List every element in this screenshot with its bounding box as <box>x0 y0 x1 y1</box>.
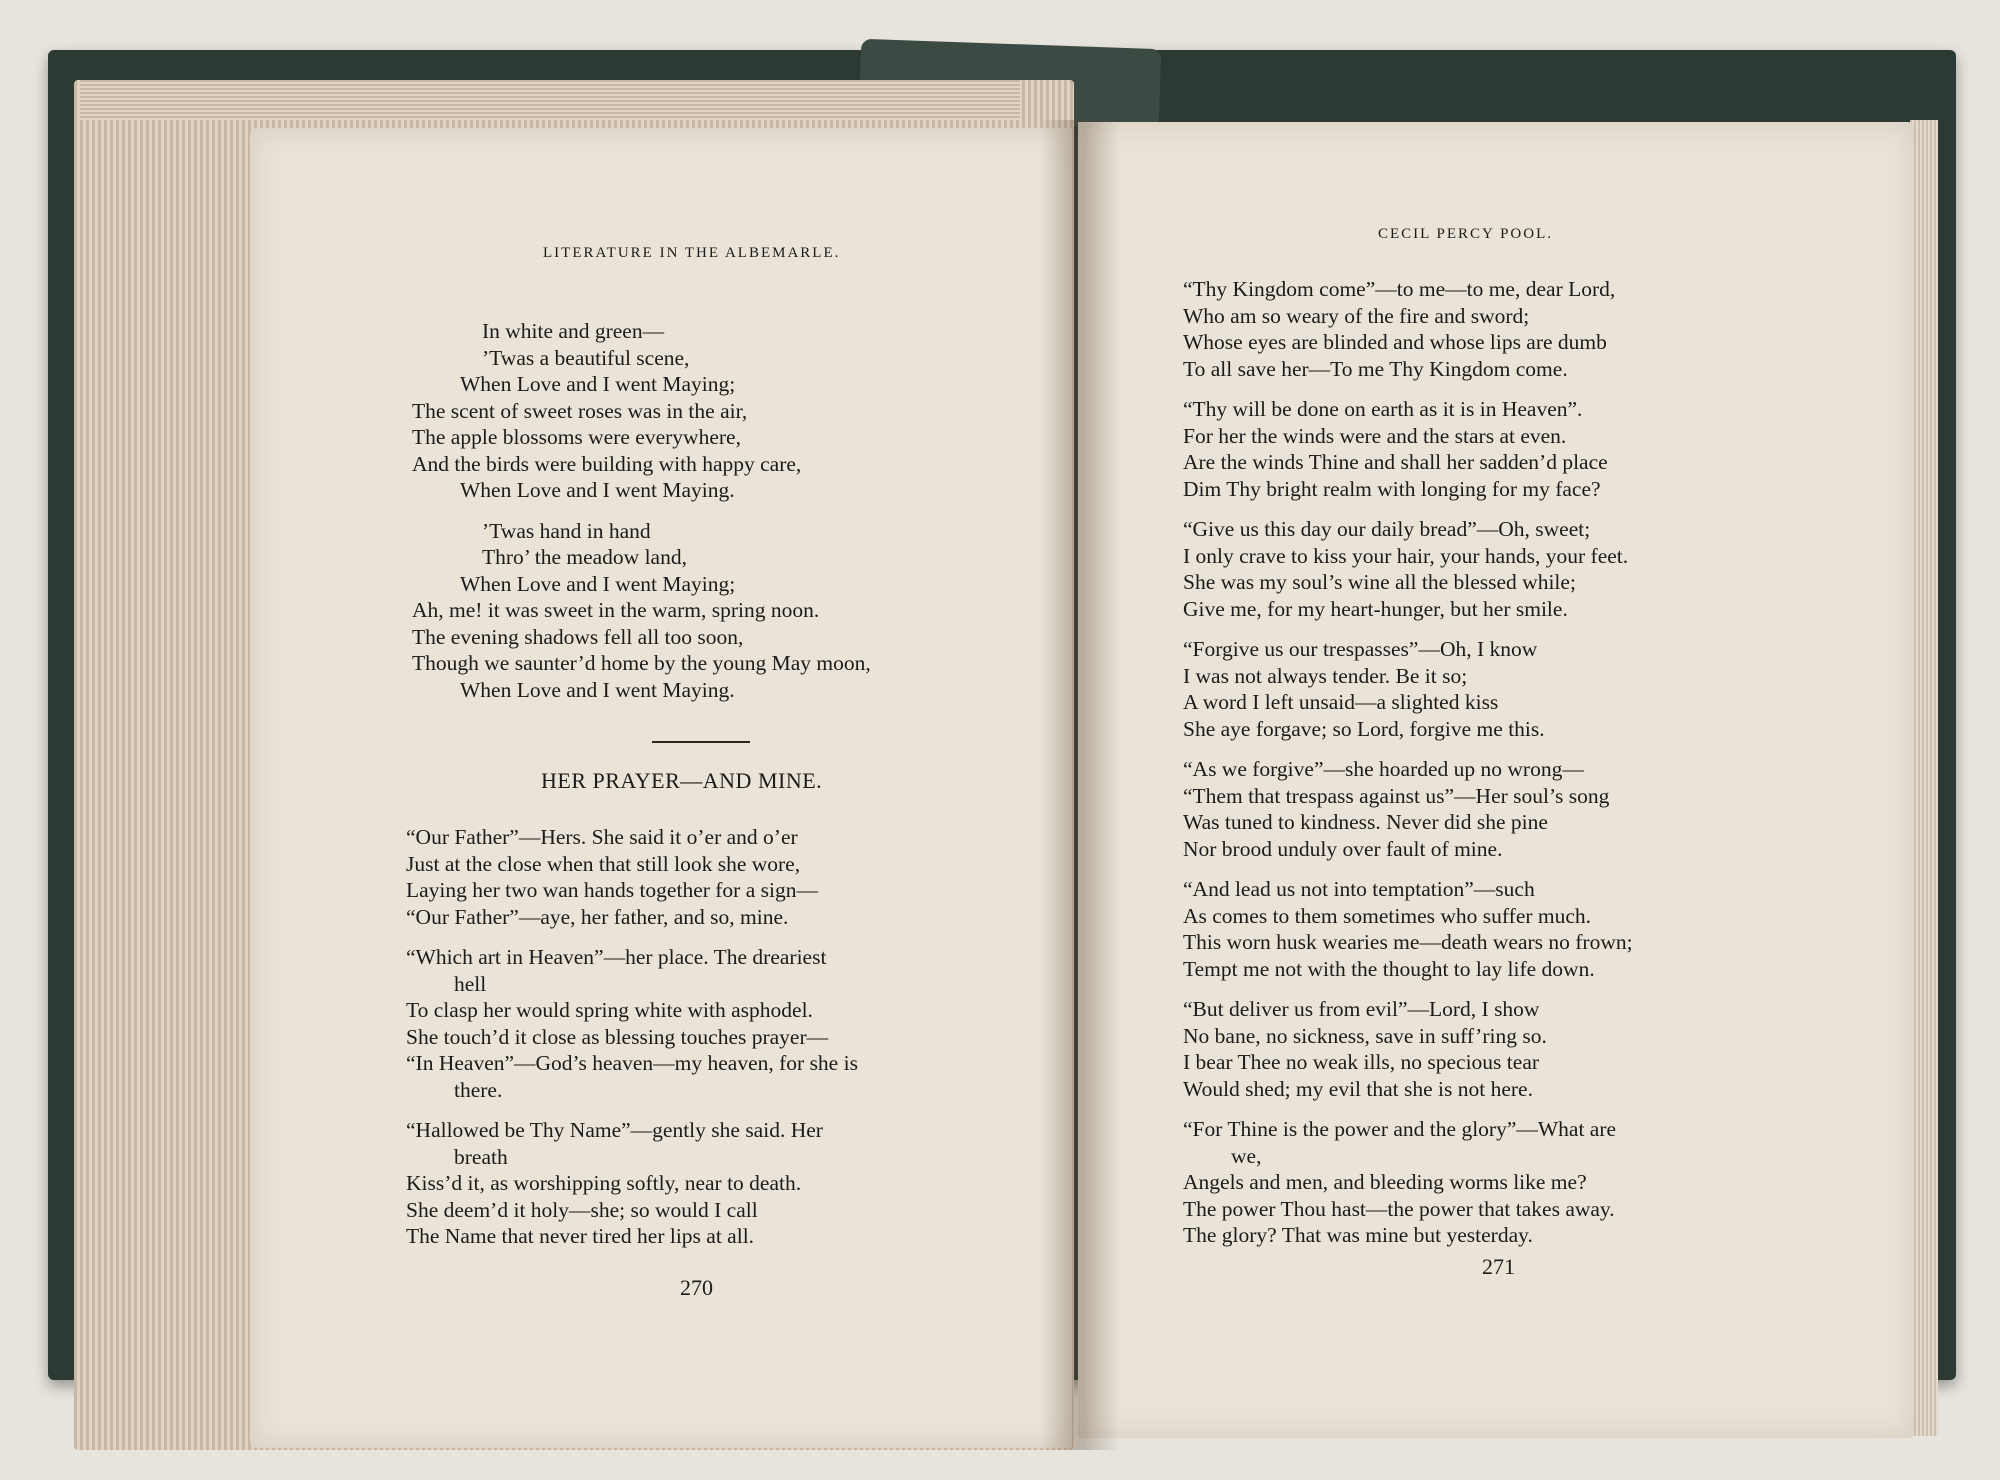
poem-title: HER PRAYER—AND MINE. <box>541 768 823 793</box>
poem-line: Nor brood unduly over fault of mine. <box>1183 836 1503 861</box>
poem-line: “And lead us not into temptation”—such <box>1183 877 1535 901</box>
right-running-head: CECIL PERCY POOL. <box>1378 226 1553 242</box>
section-rule <box>652 741 750 743</box>
poem-line: When Love and I went Maying; <box>460 372 736 396</box>
poem-line: She was my soul’s wine all the blessed while; <box>1183 570 1576 594</box>
poem-line: The evening shadows fell all too soon, <box>412 624 744 649</box>
poem-line: “Our Father”—Hers. She said it o’er and o’er <box>406 825 798 849</box>
poem-line: “Thy will be done on earth as it is in Heaven”. <box>1183 397 1583 421</box>
poem-line: Whose eyes are blinded and whose lips are dumb <box>1183 330 1607 354</box>
poem-line: “In Heaven”—God’s heaven—my heaven, for she is <box>406 1051 858 1075</box>
poem-line: Though we saunter’d home by the young May moon, <box>412 651 871 675</box>
left-top-poem <box>412 318 871 717</box>
poem-line: “Hallowed be Thy Name”—gently she said. Her <box>406 1118 823 1142</box>
poem-line: The Name that never tired her lips at all. <box>406 1224 755 1248</box>
page-number-left: 270 <box>680 1275 713 1300</box>
poem-line: “Give us this day our daily bread”—Oh, sweet; <box>1183 517 1591 541</box>
poem-line: Who am so weary of the fire and sword; <box>1183 303 1530 328</box>
poem-line: “But deliver us from evil”—Lord, I show <box>1183 997 1540 1021</box>
poem-line: Dim Thy bright realm with longing for my face? <box>1183 476 1601 501</box>
poem-line: As comes to them sometimes who suffer much. <box>1183 903 1592 928</box>
poem-line: For her the winds were and the stars at even. <box>1183 423 1567 448</box>
poem-line: Tempt me not with the thought to lay life down. <box>1183 956 1595 981</box>
poem-line: “Them that trespass against us”—Her soul’s song <box>1183 783 1610 808</box>
page-number-right: 271 <box>1482 1254 1515 1279</box>
poem-line: When Love and I went Maying. <box>460 677 735 702</box>
poem-line: In white and green— <box>482 319 665 343</box>
page-edges-right <box>1910 120 1938 1436</box>
poem-line: To clasp her would spring white with asphodel. <box>406 998 813 1022</box>
poem-line: Would shed; my evil that she is not here. <box>1183 1076 1533 1101</box>
poem-line: She deem’d it holy—she; so would I call <box>406 1197 758 1222</box>
poem-line: Just at the close when that still look she wore, <box>406 851 801 876</box>
poem-line: Was tuned to kindness. Never did she pine <box>1183 810 1548 834</box>
poem-line: The apple blossoms were everywhere, <box>412 425 741 449</box>
poem-line: She touch’d it close as blessing touches prayer— <box>406 1024 829 1049</box>
poem-line: Laying her two wan hands together for a sign— <box>406 878 818 902</box>
left-running-head: LITERATURE IN THE ALBEMARLE. <box>543 245 841 261</box>
poem-line: breath <box>454 1144 508 1169</box>
poem-line: To all save her—To me Thy Kingdom come. <box>1183 356 1568 381</box>
poem-line: “Thy Kingdom come”—to me—to me, dear Lord, <box>1183 277 1616 301</box>
poem-line: “Which art in Heaven”—her place. The dreariest <box>406 945 827 969</box>
poem-line: “For Thine is the power and the glory”—What are <box>1183 1117 1617 1141</box>
poem-line: The scent of sweet roses was in the air, <box>412 398 748 423</box>
right-poem <box>1183 276 1633 1249</box>
poem-line: This worn husk wearies me—death wears no frown; <box>1183 930 1633 954</box>
poem-line: “Our Father”—aye, her father, and so, mine. <box>406 904 789 929</box>
poem-line: Thro’ the meadow land, <box>482 545 687 569</box>
poem-line: Ah, me! it was sweet in the warm, spring noon. <box>412 598 820 622</box>
poem-line: there. <box>454 1077 503 1102</box>
poem-line: I was not always tender. Be it so; <box>1183 663 1468 688</box>
book-gutter <box>1040 120 1120 1450</box>
poem-line: “Forgive us our trespasses”—Oh, I know <box>1183 637 1538 661</box>
poem-line: When Love and I went Maying; <box>460 571 736 596</box>
poem-line: ’Twas hand in hand <box>482 518 651 543</box>
poem-line: Angels and men, and bleeding worms like me? <box>1183 1170 1587 1194</box>
poem-line: And the birds were building with happy care, <box>412 451 802 476</box>
poem-line: The glory? That was mine but yesterday. <box>1183 1223 1533 1247</box>
poem-line: Are the winds Thine and shall her sadden’d place <box>1183 450 1608 474</box>
poem-line: Give me, for my heart-hunger, but her smile. <box>1183 596 1568 621</box>
poem-line: A word I left unsaid—a slighted kiss <box>1183 690 1499 714</box>
poem-line: ’Twas a beautiful scene, <box>482 345 690 370</box>
poem-line: we, <box>1231 1143 1262 1168</box>
poem-line: I bear Thee no weak ills, no specious tear <box>1183 1050 1540 1074</box>
poem-line: When Love and I went Maying. <box>460 478 735 502</box>
poem-line: “As we forgive”—she hoarded up no wrong— <box>1183 757 1584 781</box>
poem-line: The power Thou hast—the power that takes away. <box>1183 1196 1615 1221</box>
poem-line: Kiss’d it, as worshipping softly, near to death. <box>406 1171 802 1195</box>
poem-line: hell <box>454 971 487 996</box>
prayer-poem <box>406 824 858 1250</box>
poem-line: She aye forgave; so Lord, forgive me this. <box>1183 716 1545 741</box>
poem-line: I only crave to kiss your hair, your hands, your feet. <box>1183 543 1629 568</box>
poem-line: No bane, no sickness, save in suff’ring so. <box>1183 1023 1547 1048</box>
page-edges-top <box>80 80 1020 120</box>
